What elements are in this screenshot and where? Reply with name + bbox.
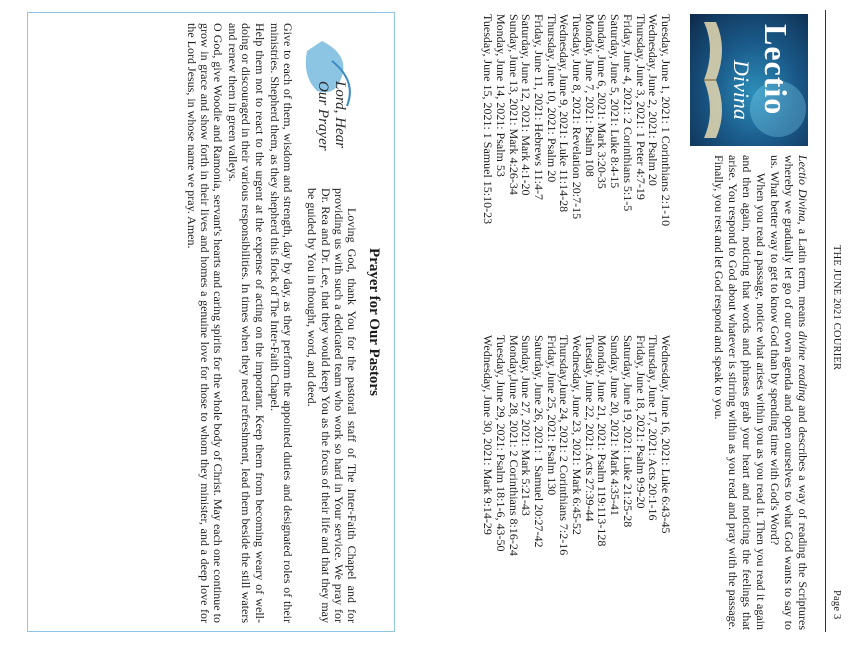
logo-subtitle: Divina xyxy=(729,60,754,120)
reading-entry: Wednesday, June 23, 2021: Mark 6:45-52 xyxy=(570,335,585,535)
reading-entry: Thursday,June 24, 2021: 2 Corinthians 7:2-16 xyxy=(557,335,572,556)
reading-entry: Monday,June 28, 2021: 2 Corinthians 8:16-24 xyxy=(506,335,521,556)
reading-entry: Sunday, June 6, 2021: Mark 3:20-35 xyxy=(595,14,610,189)
prayer-paragraph-3: Help them not to react to the urgent at the expense of acting on the important. Keep them from becoming weary of well-doing or discouraged in their various responsibilities. In times when they need refreshment, lead them beside the still waters and renew them in green valleys. xyxy=(226,23,267,623)
newsletter-title: THE JUNE 2021 COURIER xyxy=(831,245,842,371)
reading-entry: Saturday, June 5, 2021: Luke 8:4-15 xyxy=(608,14,623,189)
reading-entry: Tuesday, June 22, 2021: Acts 27:39-44 xyxy=(582,335,597,522)
reading-entry: Tuesday, June 15, 2021: 1 Samuel 15:10-23 xyxy=(481,14,496,225)
reading-entry: Sunday, June 20, 2021: Mark 4:35-41 xyxy=(608,335,623,516)
reading-entry: Friday, June 4, 2021: 2 Corinthians 5:1-5 xyxy=(620,14,635,212)
prayer-box xyxy=(27,12,395,632)
reading-entry: Saturday, June 26, 2021: 1 Samuel 20:27-42 xyxy=(531,335,546,548)
reading-entry: Tuesday, June 1, 2021: 1 Corinthians 2:1-10 xyxy=(659,14,673,227)
intro-paragraph-2: When you read a passage, notice what arises within you as you read it. Then you read it again and then again, noticing that words and phrases grab your heart and noticing the feelings that arise. You respond to God about whatever is stirring within as you read and pray with the passage. Finally, you rest and let God respond and speak to you. xyxy=(712,155,768,630)
readings-list-left xyxy=(481,14,672,226)
reading-entry: Wednesday, June 30, 2021: Mark 9:14-29 xyxy=(481,335,496,535)
reading-entry: Saturday, June 19, 2021: Luke 21:25-28 xyxy=(620,335,635,528)
prayer-body xyxy=(182,23,294,623)
reading-entry: Friday, June 18, 2021: Psalm 9:9-20 xyxy=(633,335,648,509)
reading-entry: Thursday, June 10, 2021: Psalm 20 xyxy=(544,14,559,183)
reading-entry: Monday, June 7, 2021: Psalm 108 xyxy=(582,14,597,177)
lectio-divina-logo xyxy=(690,14,808,146)
reading-entry: Tuesday, June 29, 2021: Psalm 18:1-6, 43-50 xyxy=(493,335,508,552)
prayer-paragraph-4: O God, give Woodie and Ramonia, servant's hearts and caring spirits for the whole body of Christ. May each one continue to grow in grace and show forth in their lives and homes a genuine love for those to whom they minister, and a deep love for the Lord Jesus, in whose name we pray. Amen. xyxy=(184,23,225,623)
intro-term: Lectio Divina xyxy=(796,155,810,222)
prayer-paragraph-1: Loving God, thank You for the pastoral staff of The Inter-Faith Chapel and for providing us with such a dedicated team who work so hard in Your service. We pray for Dr. Rea and Dr. Lee, that they would keep You as the focus of their life and that they may be guided by You in thought, word, and deed. xyxy=(305,188,359,623)
lord-hear-our-prayer-logo xyxy=(292,21,362,171)
reading-entry: Tuesday, June 8, 2021: Revelation 20:7-15 xyxy=(570,14,585,220)
reading-entry: Wednesday, June 9, 2021: Luke 11:14-28 xyxy=(557,14,572,213)
intro-paragraph-1: Lectio Divina, a Latin term, means divine reading and describes a way of reading the Scriptures whereby we gradually let go of our own agenda and open ourselves to what God wants to say to us. What better way to get to know God than by spending time with God's Word? xyxy=(768,155,810,630)
prayer-paragraph-2: Give to each of them, wisdom and strength, day by day, as they perform the appointed duties and designated roles of their ministries. Shepherd them, as they shepherd this flock of The Inter-Faith Chapel. xyxy=(267,23,295,623)
page-number: Page 3 xyxy=(831,590,842,620)
reading-entry: Saturday, June 12, 2021: Mark 4:1-20 xyxy=(519,14,534,196)
reading-entry: Monday, June 21, 2021: Psalm 119:113-128 xyxy=(595,335,610,547)
reading-entry: Friday, June 11, 2021: Hebrews 11:4-7 xyxy=(531,14,546,200)
reading-entry: Monday, June 14, 2021: Psalm 53 xyxy=(493,14,508,177)
logo-caption: Lord, Hear Our Prayer xyxy=(315,81,348,151)
logo-title: Lectio xyxy=(758,24,794,116)
reading-entry: Wednesday, June 2, 2021: Psalm 20 xyxy=(646,14,661,186)
reading-entry: Sunday, June 13, 2021: Mark 4:26-34 xyxy=(506,14,521,195)
readings-list-right xyxy=(481,335,672,556)
prayer-title: Prayer for Our Pastors xyxy=(366,248,382,396)
reading-entry: Wednesday, June 16, 2021: Luke 6:43-45 xyxy=(659,335,673,534)
reading-entry: Sunday, June 27, 2021: Mark 5:21-43 xyxy=(519,335,534,516)
lectio-intro xyxy=(712,155,810,630)
reading-entry: Friday, June 25, 2021: Psalm 130 xyxy=(544,335,559,496)
header-rule xyxy=(825,10,826,632)
reading-entry: Thursday, June 17, 2021: Acts 20:1-16 xyxy=(646,335,661,521)
reading-entry: Thursday, June 3, 2021: 1 Peter 4:7-19 xyxy=(633,14,648,200)
